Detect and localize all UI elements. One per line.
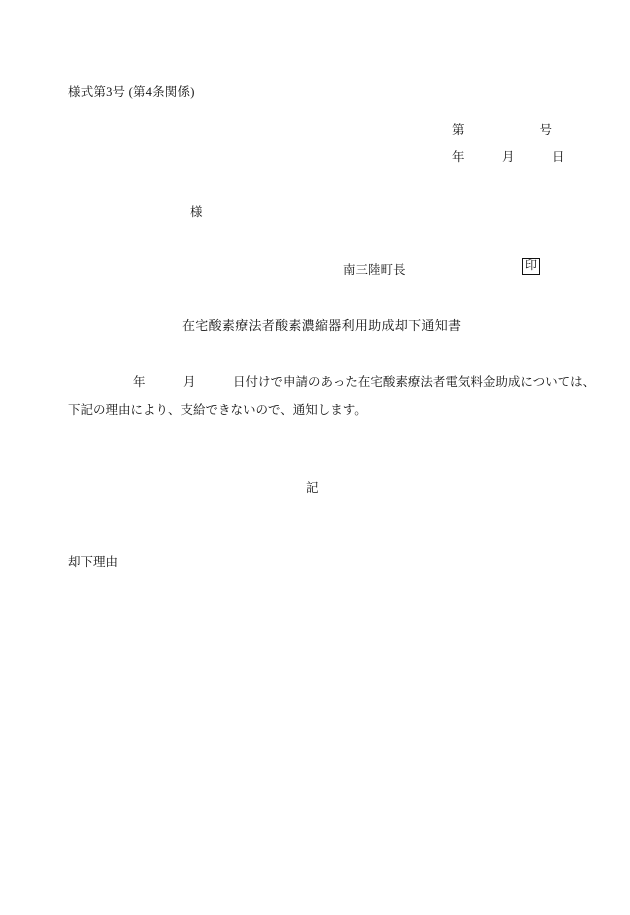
document-number-field: 第 号 [452,123,553,137]
seal-icon: 印 [522,258,540,275]
body-paragraph-line-2: 下記の理由により、支給できないので、通知します。 [68,403,367,417]
issuer-name: 南三陸町長 [343,263,406,277]
ki-section-mark: 記 [306,481,319,495]
body-paragraph-line-1: 年 月 日付けで申請のあった在宅酸素療法者電気料金助成については、 [133,375,596,389]
addressee-honorific: 様 [190,205,203,219]
document-title: 在宅酸素療法者酸素濃縮器利用助成却下通知書 [182,318,462,333]
rejection-reason-label: 却下理由 [68,555,119,569]
form-number-label: 様式第3号 (第4条関係) [68,85,195,99]
document-date-field: 年 月 日 [452,150,565,164]
